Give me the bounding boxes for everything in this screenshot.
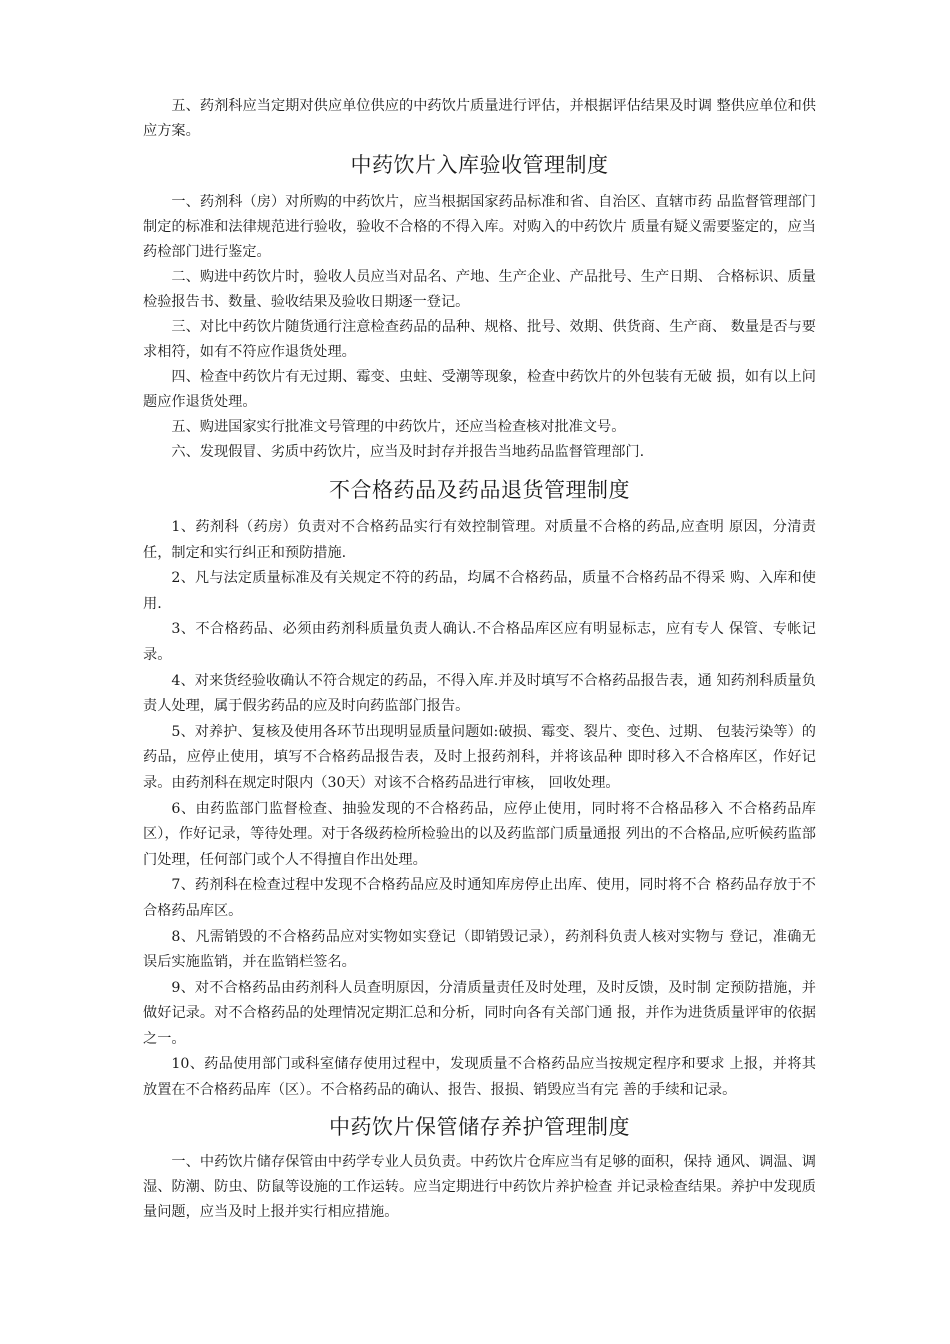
paragraph: 五、购进国家实行批准文号管理的中药饮片，还应当检查核对批准文号。 — [171, 419, 626, 435]
paragraph: 3、不合格药品、必须由药剂科质量负责人确认.不合格品库区应有明显标志，应有专人 保管、专帐记录。 — [143, 621, 816, 663]
paragraph: 三、对比中药饮片随货通行注意检查药品的品种、规格、批号、效期、供货商、生产商、 数量是否与要求相符，如有不符应作退货处理。 — [143, 319, 816, 360]
paragraph: 一、药剂科（房）对所购的中药饮片，应当根据国家药品标准和省、自治区、直辖市药 品监督管理部门制定的标准和法律规范进行验收，验收不合格的不得入库。对购入的中药饮片 质量有疑义需要鉴定的，应当药检部门进行鉴定。 — [143, 194, 816, 260]
section-storage-maintenance — [143, 1112, 816, 1225]
paragraph: 5、对养护、复核及使用各环节出现明显质量问题如:破损、霉变、裂片、变色、过期、 包装污染等）的药品，应停止使用，填写不合格药品报告表，及时上报药剂科，并将该品种 即时移入不合格库区，作好记录。由药剂科在规定时限内（30天）对该不合格药品进行审核， 回收处理。 — [143, 723, 816, 791]
document-page — [143, 94, 816, 1225]
paragraph: 9、对不合格药品由药剂科人员查明原因，分清质量责任及时处理，及时反馈，及时制 定预防措施，并做好记录。对不合格药品的处理情况定期汇总和分析，同时向各有关部门通 报，并作为进货质量评审的依据之一。 — [143, 979, 816, 1047]
section-nonconforming-returns — [143, 475, 816, 1104]
paragraph: 7、药剂科在检查过程中发现不合格药品应及时通知库房停止出库、使用，同时将不合 格药品存放于不合格药品库区。 — [143, 877, 816, 919]
paragraph: 6、由药监部门监督检查、抽验发现的不合格药品，应停止使用，同时将不合格品移入 不合格药品库区），作好记录，等待处理。对于各级药检所检验出的以及药监部门质量通报 列出的不合格品,应听候药监部门处理，任何部门或个人不得擅自作出处理。 — [143, 800, 816, 868]
section-receiving-inspection — [143, 150, 816, 465]
paragraph: 五、药剂科应当定期对供应单位供应的中药饮片质量进行评估，并根据评估结果及时调 整供应单位和供应方案。 — [143, 98, 816, 139]
paragraph: 4、对来货经验收确认不符合规定的药品，不得入库.并及时填写不合格药品报告表，通 知药剂科质量负责人处理，属于假劣药品的应及时向药监部门报告。 — [143, 672, 816, 715]
paragraph: 一、中药饮片储存保管由中药学专业人员负责。中药饮片仓库应当有足够的面积，保持 通风、调温、调湿、防潮、防虫、防鼠等设施的工作运转。应当定期进行中药饮片养护检查 并记录检查结果。养护中发现质量问题，应当及时上报并实行相应措施。 — [143, 1153, 816, 1220]
section-title: 中药饮片入库验收管理制度 — [350, 153, 609, 177]
paragraph: 1、药剂科（药房）负责对不合格药品实行有效控制管理。对质量不合格的药品,应查明 原因，分清责任，制定和实行纠正和预防措施. — [143, 519, 816, 561]
paragraph: 四、检查中药饮片有无过期、霉变、虫蛀、受潮等现象，检查中药饮片的外包装有无破 损，如有以上问题应作退货处理。 — [143, 369, 816, 410]
intro-section — [143, 94, 816, 144]
paragraph: 2、凡与法定质量标准及有关规定不符的药品，均属不合格药品，质量不合格药品不得采 购、入库和使用. — [143, 570, 816, 612]
paragraph: 六、发现假冒、劣质中药饮片，应当及时封存并报告当地药品监督管理部门. — [171, 444, 645, 460]
paragraph: 8、凡需销毁的不合格药品应对实物如实登记（即销毁记录），药剂科负责人核对实物与 登记，准确无误后实施监销，并在监销栏签名。 — [143, 928, 816, 971]
paragraph: 10、药品使用部门或科室储存使用过程中，发现质量不合格药品应当按规定程序和要求 上报，并将其放置在不合格药品库（区）。不合格药品的确认、报告、报损、销毁应当有完 善的手续和记录。 — [143, 1056, 816, 1099]
section-title: 中药饮片保管储存养护管理制度 — [329, 1114, 630, 1139]
paragraph: 二、购进中药饮片时，验收人员应当对品名、产地、生产企业、产品批号、生产日期、 合格标识、质量检验报告书、数量、验收结果及验收日期逐一登记。 — [143, 269, 816, 310]
section-title: 不合格药品及药品退货管理制度 — [329, 478, 630, 502]
